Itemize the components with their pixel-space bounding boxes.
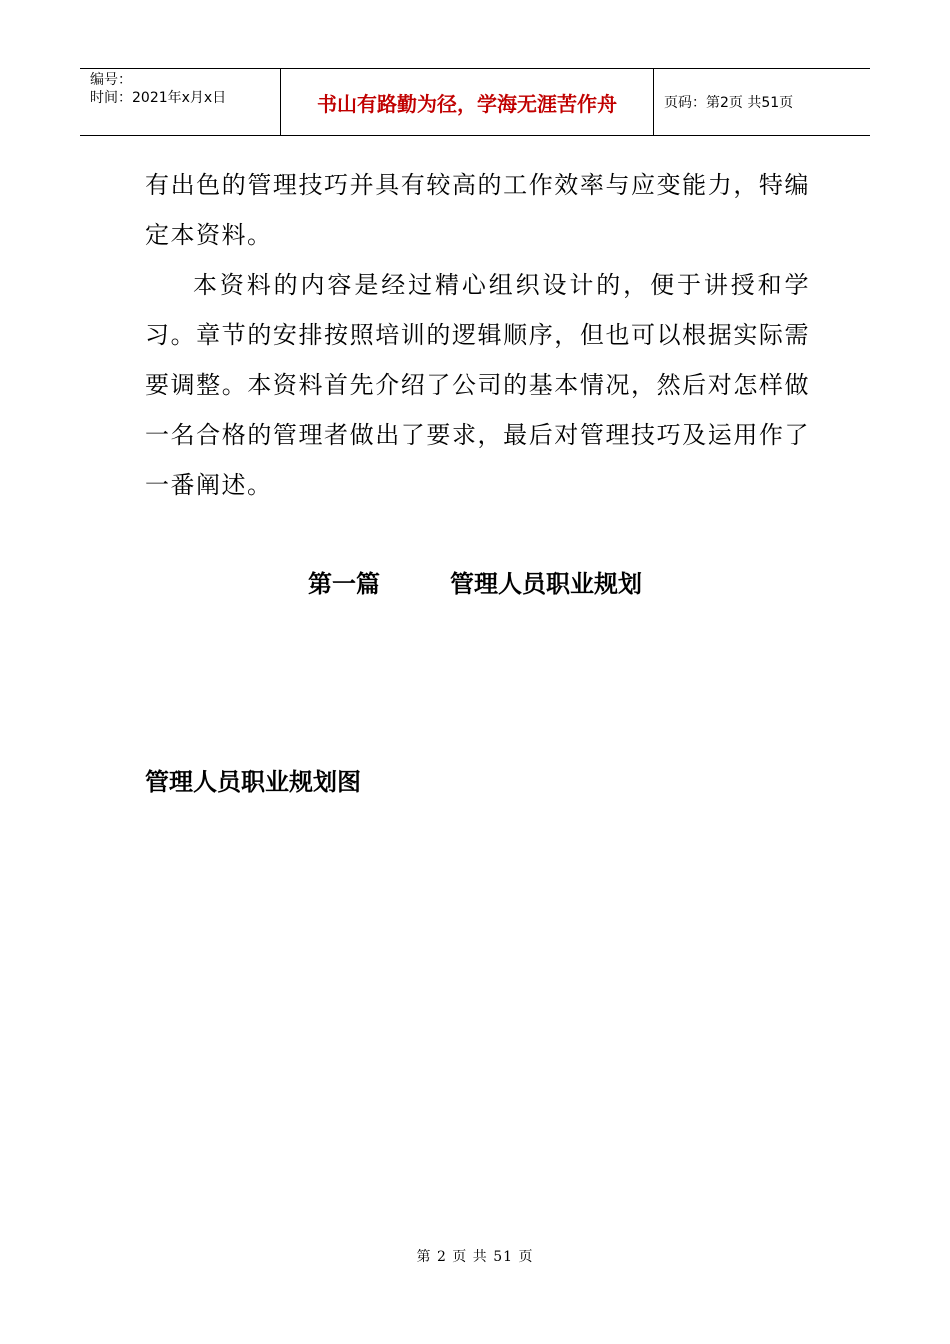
header-time-label: 时间：2021年x月x日 bbox=[90, 90, 227, 106]
header-page-info: 页码：第2页 共51页 bbox=[664, 95, 794, 111]
part-heading bbox=[0, 560, 950, 608]
header-meta-cell bbox=[80, 69, 281, 135]
part-heading-number: 第一篇 bbox=[308, 570, 380, 598]
page-header bbox=[80, 68, 870, 136]
section-heading: 管理人员职业规划图 bbox=[145, 768, 361, 796]
header-number-label: 编号： bbox=[90, 72, 132, 88]
part-heading-title: 管理人员职业规划 bbox=[450, 570, 642, 598]
body-paragraph-2: 本资料的内容是经过精心组织设计的，便于讲授和学习。章节的安排按照培训的逻辑顺序，但也可以根据实际需要调整。本资料首先介绍了公司的基本情况，然后对怎样做一名合格的管理者做出了要求，最后对管理技巧及运用作了一番阐述。 bbox=[145, 271, 810, 499]
header-page-info-cell bbox=[654, 69, 870, 135]
body-paragraph-1: 有出色的管理技巧并具有较高的工作效率与应变能力，特编定本资料。 bbox=[145, 171, 810, 249]
header-motto: 书山有路勤为径，学海无涯苦作舟 bbox=[317, 91, 617, 116]
page-footer: 第 2 页 共 51 页 bbox=[416, 1249, 534, 1265]
header-motto-cell bbox=[281, 69, 654, 135]
